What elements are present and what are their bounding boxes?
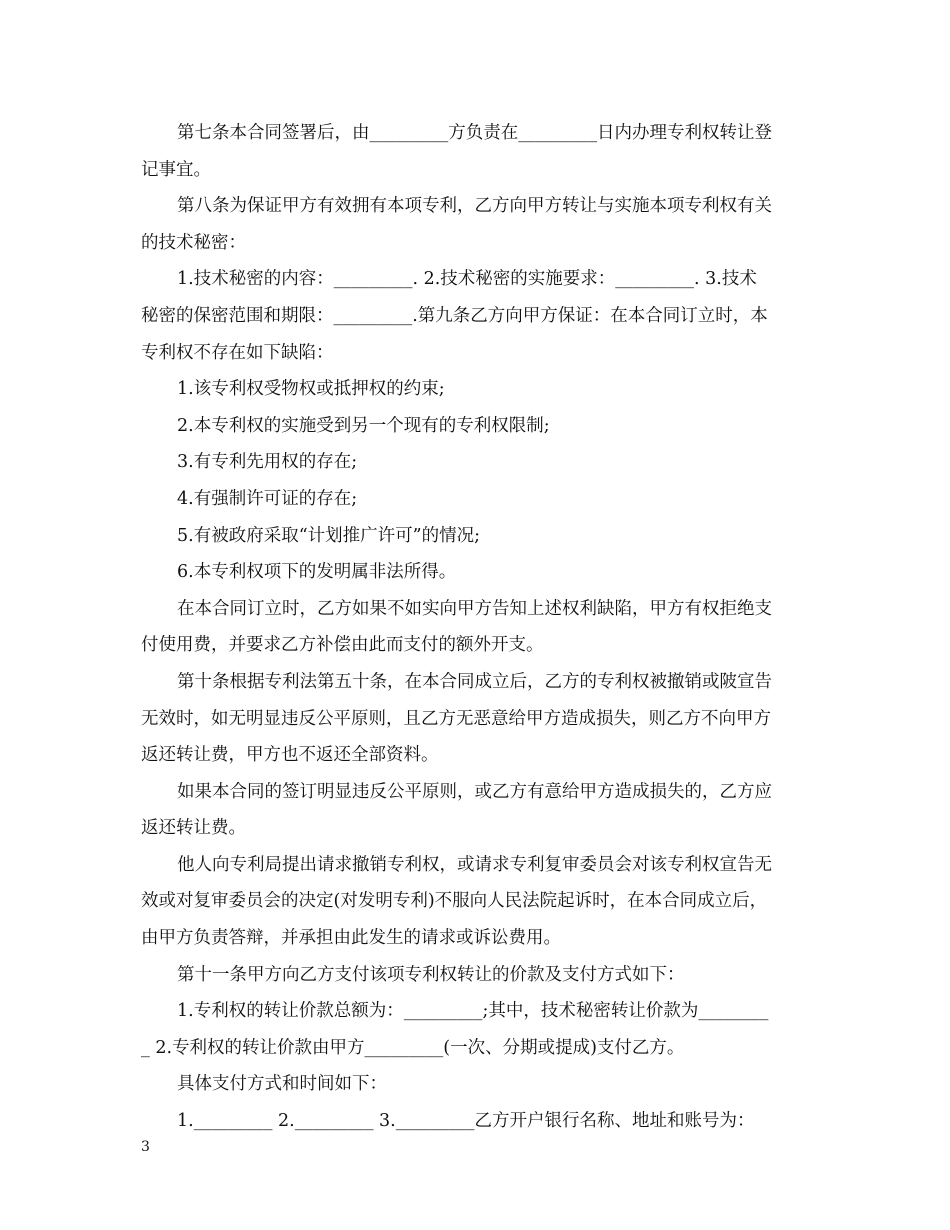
document-line: 1._________ 2._________ 3._________乙方开户银行名称、地址和账号为：	[177, 1111, 755, 1132]
document-line: 具体支付方式和时间如下：	[177, 1074, 387, 1095]
document-line: 的技术秘密：	[141, 232, 246, 253]
document-line: 第八条为保证甲方有效拥有本项专利，乙方向甲方转让与实施本项专利权有关	[177, 196, 772, 217]
document-line: 第七条本合同签署后，由_________方负责在_________日内办理专利权转让登	[177, 123, 772, 143]
document-line: 2.本专利权的实施受到另一个现有的专利权限制;	[177, 415, 550, 436]
document-line: 4.有强制许可证的存在;	[177, 488, 358, 509]
document-line: 效或对复审委员会的决定(对发明专利)不服向人民法院起诉时，在本合同成立后，	[141, 891, 768, 912]
document-line: 专利权不存在如下缺陷：	[141, 342, 334, 363]
document-line: 1.技术秘密的内容：_________. 2.技术秘密的实施要求：_________. 3.技术	[177, 269, 757, 290]
document-line: 1.专利权的转让价款总额为：_________;其中，技术秘密转让价款为________	[177, 1001, 769, 1022]
document-line: 5.有被政府采取“计划推广许可”的情况;	[177, 525, 480, 546]
document-line: 第十条根据专利法第五十条，在本合同成立后，乙方的专利权被撤销或陂宣告	[177, 671, 772, 692]
document-line: 1.该专利权受物权或抵押权的约束;	[177, 379, 445, 400]
document-line: 无效时，如无明显违反公平原则，且乙方无恶意给甲方造成损失，则乙方不向甲方	[141, 708, 771, 729]
document-line: _ 2.专利权的转让价款由甲方_________(一次、分期或提成)支付乙方。	[141, 1037, 685, 1058]
document-line: 返还转让费，甲方也不返还全部资料。	[141, 745, 439, 766]
document-body	[141, 115, 813, 1140]
document-line: 秘密的保密范围和期限：_________.第九条乙方向甲方保证：在本合同订立时，本	[141, 305, 768, 326]
document-line: 记事宜。	[141, 159, 211, 180]
document-line: 6.本专利权项下的发明属非法所得。	[177, 562, 457, 583]
document-line: 由甲方负责答辩，并承担由此发生的请求或诉讼费用。	[141, 928, 561, 949]
document-line: 如果本合同的签订明显违反公平原则，或乙方有意给甲方造成损失的，乙方应	[177, 781, 772, 802]
page-number: 3	[141, 1139, 150, 1155]
document-line: 付使用费，并要求乙方补偿由此而支付的额外开支。	[141, 635, 544, 656]
document-line: 3.有专利先用权的存在;	[177, 452, 358, 473]
document-line: 返还转让费。	[141, 818, 246, 839]
document-line: 第十一条甲方向乙方支付该项专利权转让的价款及支付方式如下：	[177, 964, 685, 985]
document-line: 他人向专利局提出请求撤销专利权，或请求专利复审委员会对该专利权宣告无	[177, 854, 772, 875]
document-line: 在本合同订立时，乙方如果不如实向甲方告知上述权利缺陷，甲方有权拒绝支	[177, 598, 772, 619]
